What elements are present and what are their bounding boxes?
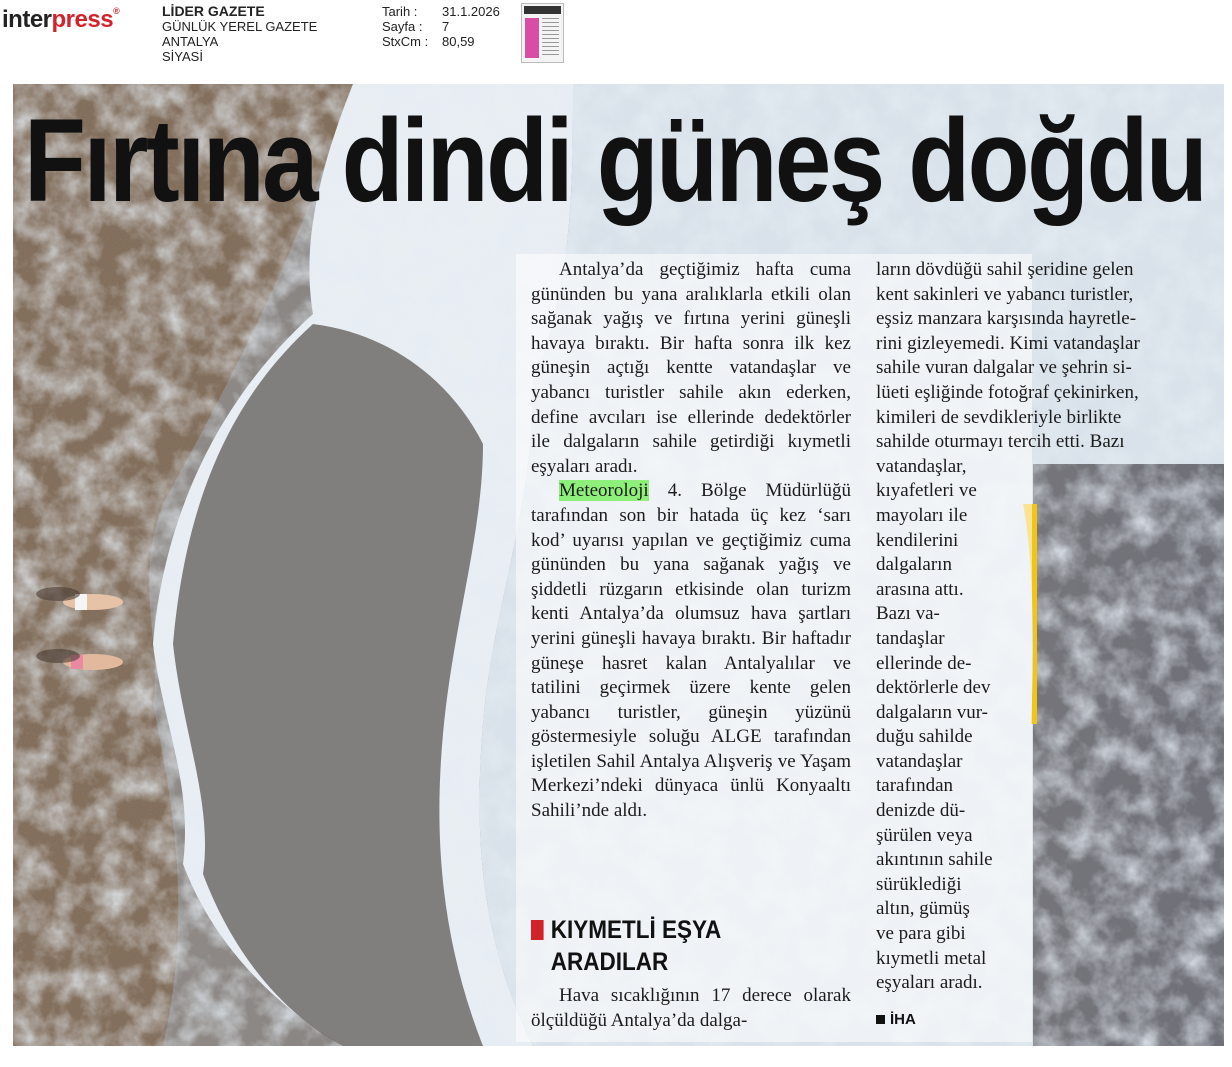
publication-name: LİDER GAZETE bbox=[162, 3, 265, 19]
column-2-line: sahile vuran dalgalar ve şehrin si- bbox=[876, 357, 1132, 379]
column-2-line: kimileri de sevdikleriyle birlikte bbox=[876, 406, 1122, 428]
column-2-line: sahilde oturmayı tercih etti. Bazı bbox=[876, 431, 1125, 453]
publication-city: ANTALYA bbox=[162, 34, 219, 49]
column-2-line: ların dövdüğü sahil şeridine gelen bbox=[876, 259, 1134, 280]
column-2-line: kendilerini bbox=[876, 529, 959, 551]
paragraph-2 bbox=[531, 479, 851, 823]
column-2-line: kıyafetleri ve bbox=[876, 480, 977, 502]
subheading-line-2: ARADILAR bbox=[550, 948, 669, 976]
clipping-metadata bbox=[382, 4, 500, 49]
column-2-line: arasına attı. bbox=[876, 578, 964, 600]
black-square-icon bbox=[876, 1015, 885, 1024]
page-label: Sayfa : bbox=[382, 19, 423, 34]
article-column-1 bbox=[531, 258, 851, 824]
subheading bbox=[531, 914, 721, 978]
column-2-line: Bazı va- bbox=[876, 603, 940, 625]
publication-info bbox=[162, 4, 317, 64]
column-2-line: sürüklediği bbox=[876, 873, 962, 895]
publication-type: GÜNLÜK YEREL GAZETE bbox=[162, 19, 318, 34]
highlighted-keyword: Meteoroloji bbox=[559, 480, 649, 502]
column-2-line: kıymetli metal bbox=[876, 947, 987, 969]
column-2-line: eşsiz manzara karşısında hayretle- bbox=[876, 308, 1137, 330]
interpress-logo: interpress® bbox=[2, 6, 120, 33]
column-2-line: denizde dü- bbox=[876, 800, 966, 822]
column-2-line: dalgaların bbox=[876, 554, 952, 576]
column-2-line: mayoları ile bbox=[876, 504, 968, 526]
red-square-bullet-icon bbox=[531, 920, 544, 940]
source-agency: İHA bbox=[890, 1011, 916, 1028]
date-value: 31.1.2026 bbox=[442, 4, 500, 19]
date-label: Tarih : bbox=[382, 4, 418, 19]
column-2-line: ve para gibi bbox=[876, 923, 966, 945]
column-2-line: tandaşlar bbox=[876, 627, 945, 649]
column-2-line: lüeti eşliğinde fotoğraf çekinirken, bbox=[876, 381, 1139, 403]
paragraph-3: Hava sıcaklığının 17 derece olarak ölçüldüğü Antalya’da dalga- bbox=[531, 985, 851, 1031]
page-value: 7 bbox=[442, 19, 450, 34]
column-2-line: ellerinde de- bbox=[876, 652, 972, 674]
page-thumbnail[interactable] bbox=[521, 3, 564, 63]
column-2-line: dalgaların vur- bbox=[876, 701, 988, 723]
paragraph-1: Antalya’da geçtiğimiz hafta cuma gününden bu yana aralıklarla etkili olan sağanak yağış ve fırtına yerini güneşli havaya bıraktı. Bir hafta sonra ilk kez güneşin açtığı kentte vatandaşlar ve yabancı turistler sahile akın ederken, define avcıları ise ellerinde dedektörler ile dalgaların sahile getirdiği kıymetli eşyaları aradı. bbox=[531, 259, 851, 477]
headline: Fırtına dindi güneş doğdu bbox=[24, 95, 1206, 227]
column-2-line: altın, gümüş bbox=[876, 898, 970, 920]
column-2-line: rini gizleyemedi. Kimi vatandaşlar bbox=[876, 332, 1140, 354]
stxcm-value: 80,59 bbox=[442, 34, 475, 49]
column-2-line: vatandaşlar, bbox=[876, 455, 967, 477]
column-2-line: tarafından bbox=[876, 775, 954, 797]
paragraph-2-text: 4. Bölge Müdürlüğü tarafından son bir hatada üç kez ‘sarı kod’ uyarısı yapılan ve geçtiğimiz cuma gününden bu yana sağanak yağış ve şiddetli rüzgarın etkisinde olan turizm kenti Antalya’da olumsuz hava şartları yerini güneşli havaya bıraktı. Bir haftadır güneşe hasret kalan Antalyalılar ve tatilini geçirmek üzere kente gelen yabancı turistler, güneşin yüzünü göstermesiyle soluğu ALGE tarafından işletilen Sahil Antalya Alışveriş ve Yaşam Merkezi’ndeki dünyaca ünlü Konyaaltı Sahili’nde aldı. bbox=[531, 480, 851, 822]
publication-category: SİYASİ bbox=[162, 49, 203, 64]
article-column-2 bbox=[876, 258, 1191, 996]
news-source bbox=[876, 1011, 916, 1028]
column-2-line: eşyaları aradı. bbox=[876, 972, 983, 994]
column-2-line: şürülen veya bbox=[876, 824, 973, 846]
column-2-line: vatandaşlar bbox=[876, 750, 963, 772]
column-2-line: duğu sahilde bbox=[876, 726, 973, 748]
subheading-line-1: KIYMETLİ EŞYA bbox=[550, 916, 722, 944]
column-2-line: dektörlerle dev bbox=[876, 677, 991, 699]
column-2-line: akıntının sahile bbox=[876, 849, 993, 871]
column-2-line: kent sakinleri ve yabancı turistler, bbox=[876, 283, 1134, 305]
stxcm-label: StxCm : bbox=[382, 34, 429, 49]
article-column-1-continued bbox=[531, 984, 851, 1033]
